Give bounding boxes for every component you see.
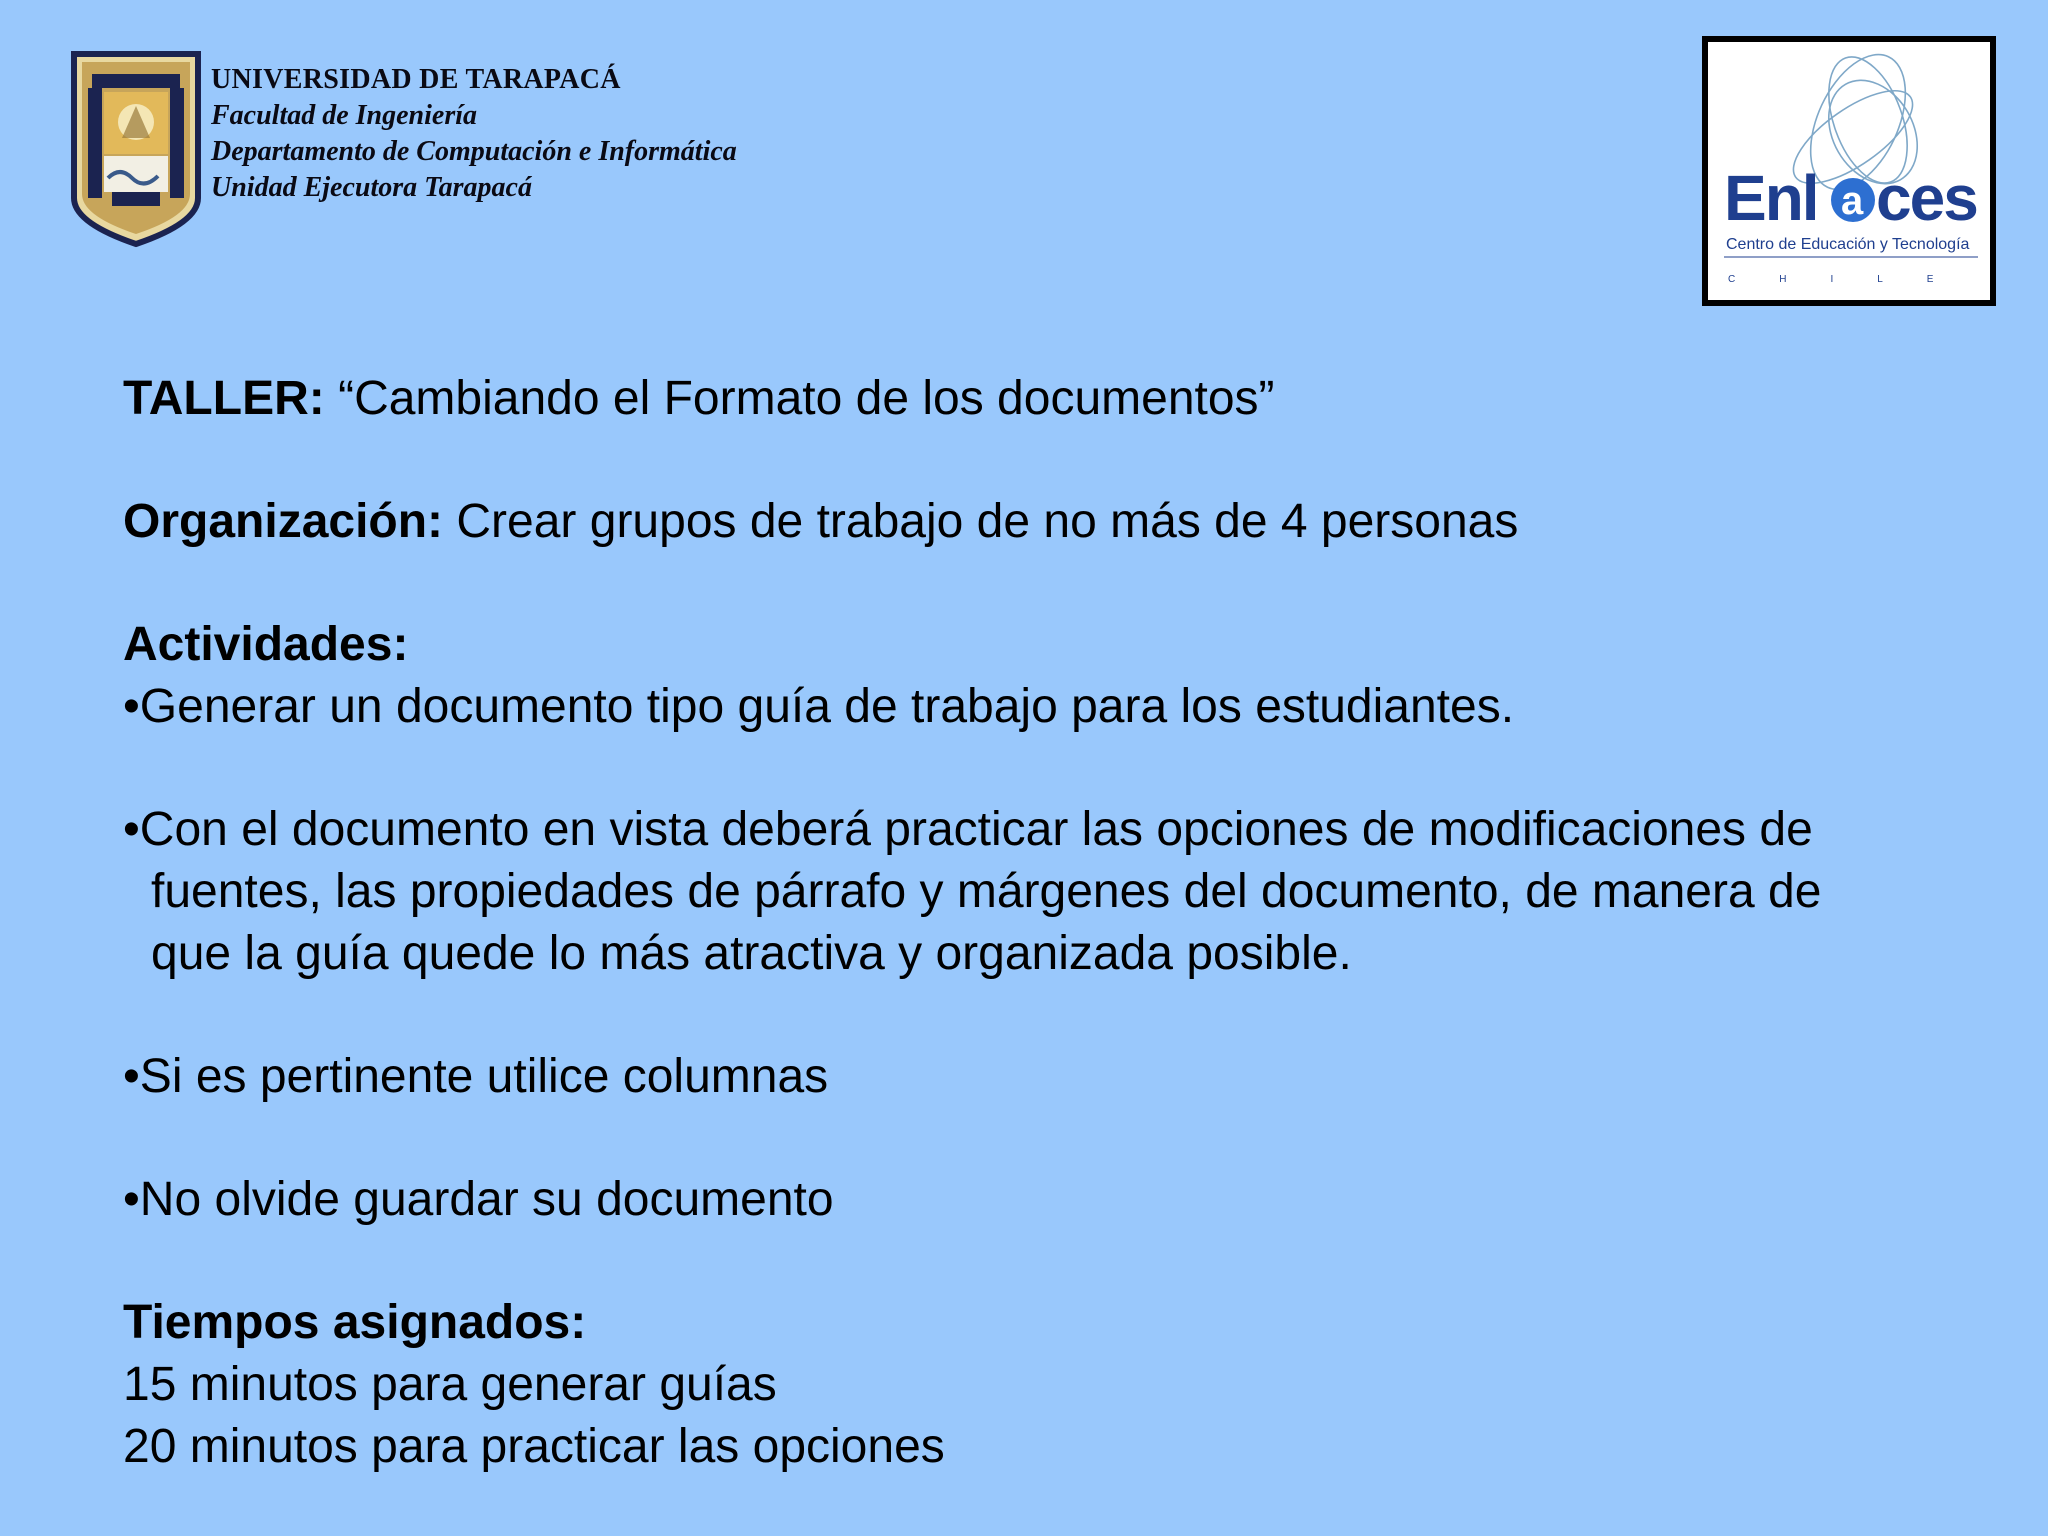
slide-content (123, 368, 1983, 1478)
svg-text:ces: ces (1876, 162, 1977, 234)
actividad-item-4: •No olvide guardar su documento (123, 1173, 834, 1226)
tiempo-item-2: 20 minutos para practicar las opciones (123, 1420, 945, 1473)
actividad-item-2: •Con el documento en vista deberá practicar las opciones de modificaciones de (123, 803, 1813, 856)
department-name: Departamento de Computación e Informática (211, 136, 737, 167)
svg-text:Centro de Educación y Tecnolog: Centro de Educación y Tecnología (1726, 236, 1970, 253)
actividad-item-3: •Si es pertinente utilice columnas (123, 1050, 829, 1103)
svg-text:a: a (1841, 179, 1864, 223)
taller-value: “Cambiando el Formato de los documentos” (338, 372, 1275, 425)
organizacion-label: Organización: (123, 495, 444, 548)
university-crest-logo (68, 48, 204, 248)
organizacion-line (123, 491, 1983, 553)
svg-text:CHILE: CHILE (1728, 274, 1978, 285)
actividad-item-1: •Generar un documento tipo guía de trabajo para los estudiantes. (123, 680, 1515, 733)
taller-label: TALLER: (123, 372, 325, 425)
institution-name: UNIVERSIDAD DE TARAPACÁ (211, 64, 621, 95)
faculty-name: Facultad de Ingeniería (211, 100, 478, 131)
svg-text:Enl: Enl (1724, 162, 1818, 234)
actividad-item-2-cont-2: que la guía quede lo más atractiva y organizada posible. (151, 927, 1352, 980)
actividad-item-2-cont-1: fuentes, las propiedades de párrafo y márgenes del documento, de manera de (151, 865, 1822, 918)
taller-line (123, 368, 1983, 430)
tiempo-item-1: 15 minutos para generar guías (123, 1358, 777, 1411)
unit-name: Unidad Ejecutora Tarapacá (211, 172, 532, 203)
actividades-label: Actividades: (123, 618, 409, 671)
tiempos-label: Tiempos asignados: (123, 1296, 587, 1349)
enlaces-logo (1702, 36, 1996, 306)
organizacion-value: Crear grupos de trabajo de no más de 4 personas (456, 495, 1519, 548)
institution-header (211, 62, 737, 206)
